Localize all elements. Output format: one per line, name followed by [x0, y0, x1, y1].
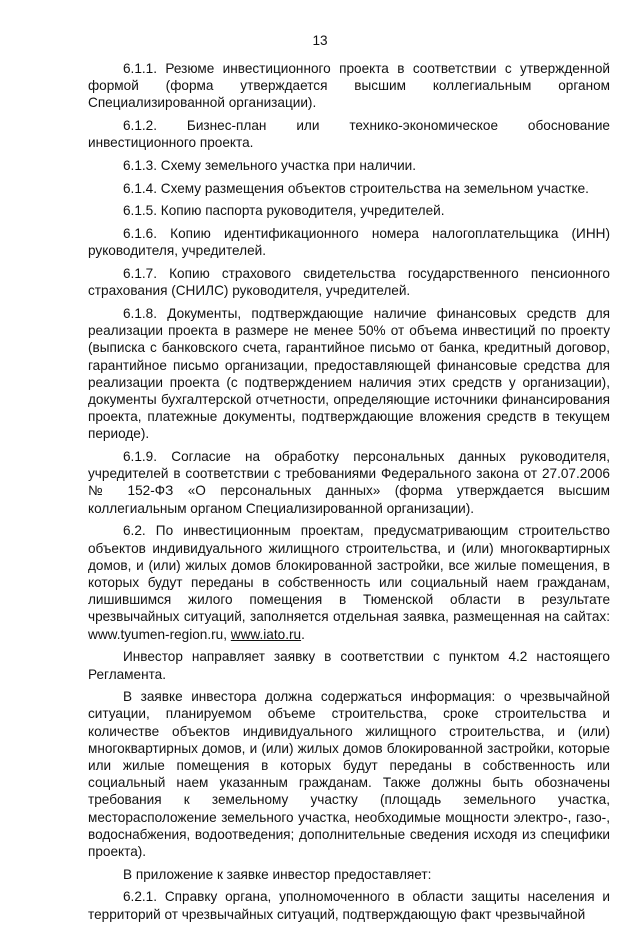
paragraph-attachments-intro: В приложение к заявке инвестор предоставляет:	[123, 866, 432, 882]
paragraph-6-1-5: 6.1.5. Копию паспорта руководителя, учредителей.	[123, 203, 445, 219]
paragraph-6-1-9: 6.1.9. Согласие на обработку персональных данных руководителя, учредителей в соответствии с требованиями Федерального закона от 27.07.2006 № 152-ФЗ «О персональных данных» (форма утверждается высшим коллегиальным органом Специализированной организации).	[88, 449, 610, 516]
paragraph-6-1-3: 6.1.3. Схему земельного участка при наличии.	[123, 158, 417, 174]
page-number: 13	[312, 33, 328, 48]
paragraph-6-1-8: 6.1.8. Документы, подтверждающие наличие финансовых средств для реализации проекта в размере не менее 50% от объема инвестиций по проекту (выписка с банковского счета, гарантийное письмо от банка, кредитный договор, гарантийное письмо организации, предоставляющей финансовые средства для реализации проекта (с подтверждением наличия этих средств у организации), документы бухгалтерской отчетности, определяющие источники финансирования проекта, платежные документы, подтверждающие вложения средств в текущем периоде).	[88, 305, 610, 442]
paragraph-6-2-end: .	[301, 626, 305, 642]
paragraph-6-1-1: 6.1.1. Резюме инвестиционного проекта в соответствии с утвержденной формой (форма утверждается высшим коллегиальным органом Специализированной организации).	[88, 61, 610, 111]
paragraph-6-1-2: 6.1.2. Бизнес-план или технико-экономическое обоснование инвестиционного проекта.	[88, 118, 610, 151]
link-tyumen-region[interactable]: www.tyumen-region.ru	[88, 626, 224, 642]
link-iato[interactable]: www.iato.ru	[230, 626, 302, 642]
paragraph-6-1-7: 6.1.7. Копию страхового свидетельства государственного пенсионного страхования (СНИЛС) руководителя, учредителей.	[88, 266, 610, 299]
paragraph-6-2-text: 6.2. По инвестиционным проектам, предусматривающим строительство объектов индивидуального жилищного строительства, и (или) многоквартирных домов, и (или) жилых домов блокированной застройки, все жилые помещения, в которых будут переданы в собственность или социальный наем гражданам, лишившимся жилого помещения в Тюменской области в результате чрезвычайных ситуаций, заполняется отдельная заявка, размещенная на сайтах:	[88, 523, 610, 625]
paragraph-application-contents: В заявке инвестора должна содержаться информация: о чрезвычайной ситуации, планируемом объеме строительства, сроке строительства и количестве объектов индивидуального жилищного строительства, и (или) многоквартирных домов, и (или) жилых домов блокированной застройки, которые или жилые помещения в которых будут переданы в собственность или социальный наем указанным гражданам. Также должны быть обозначены требования к земельному участку (площадь земельного участка, месторасположение земельного участка, необходимые мощности электро-, газо-, водоснабжения, водоотведения; дополнительные сведения исходя из специфики проекта).	[88, 689, 610, 860]
paragraph-6-1-6: 6.1.6. Копию идентификационного номера налогоплательщика (ИНН) руководителя, учредителей.	[88, 226, 610, 259]
paragraph-6-1-4: 6.1.4. Схему размещения объектов строительства на земельном участке.	[123, 180, 589, 196]
paragraph-6-2	[88, 522, 610, 642]
document-body	[88, 60, 610, 928]
paragraph-investor-application: Инвестор направляет заявку в соответствии с пунктом 4.2 настоящего Регламента.	[88, 649, 610, 682]
paragraph-6-2-1: 6.2.1. Справку органа, уполномоченного в области защиты населения и территорий от чрезвычайных ситуаций, подтверждающую факт чрезвычайной	[88, 889, 610, 922]
link-separator: ,	[223, 626, 231, 642]
